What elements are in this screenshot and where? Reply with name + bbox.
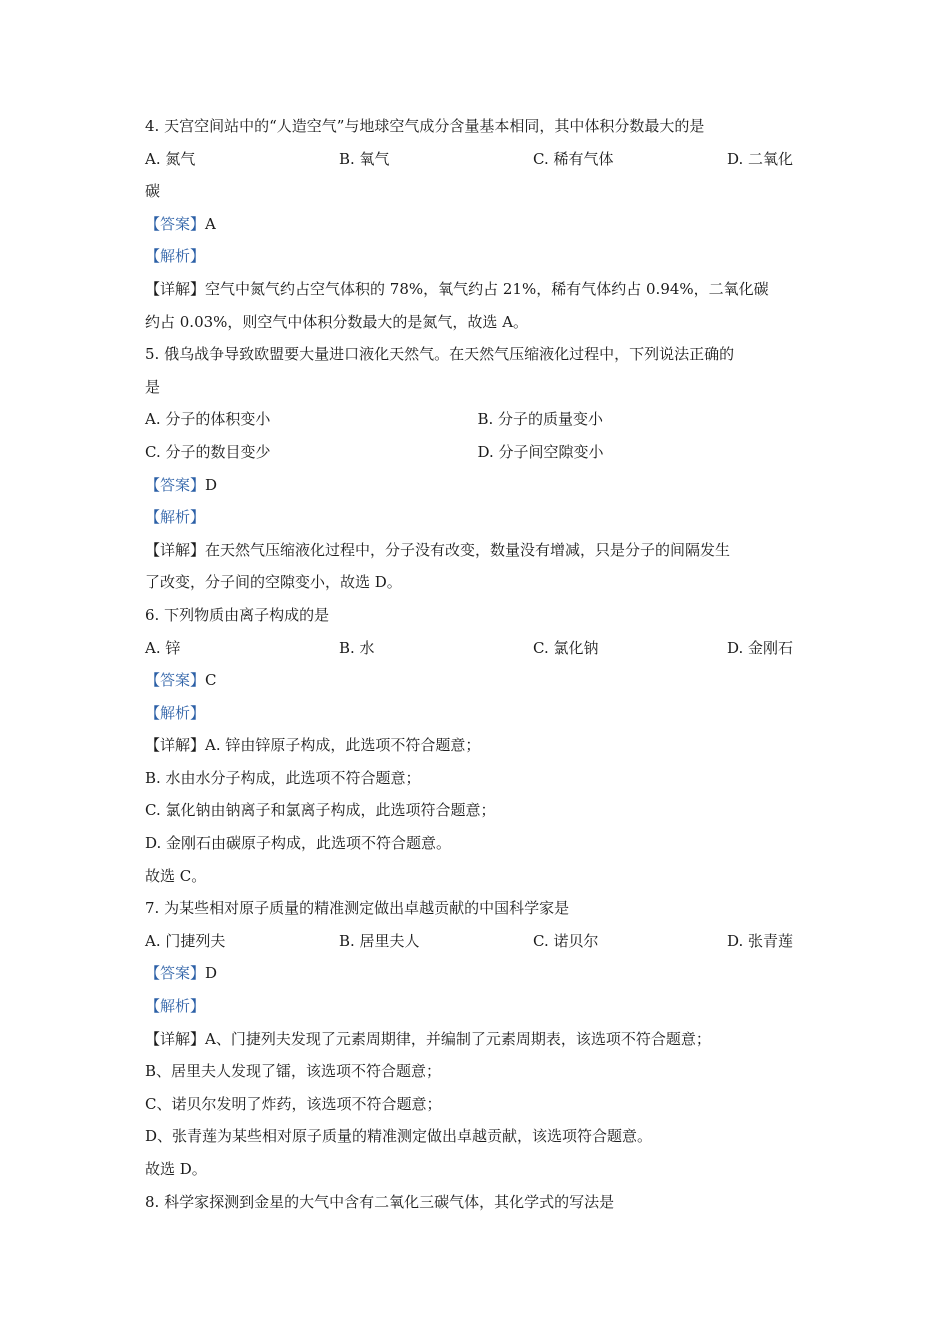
q7-detail-3: C、诺贝尔发明了炸药，该选项不符合题意； [145,1094,442,1113]
q7-option-d: D. 张青莲 [727,931,794,950]
q7-answer [145,957,810,990]
q5-answer [145,469,810,502]
q5-question-2: 是 [145,377,161,396]
q7-detail-text-1: A、门捷列夫发现了元素周期律，并编制了元素周期表，该选项不符合题意； [205,1029,711,1048]
q6-option-d: D. 金刚石 [727,638,794,657]
detail-tag: 【详解】 [145,279,206,298]
q7-detail-4: D、张青莲为某些相对原子质量的精准测定做出卓越贡献，该选项符合题意。 [145,1127,653,1146]
q6-question: 6. 下列物质由离子构成的是 [145,605,330,624]
q4-option-c: C. 稀有气体 [533,149,614,168]
q6-answer [145,664,810,697]
q6-detail-2: B. 水由水分子构成，此选项不符合题意； [145,768,421,787]
answer-tag: 【答案】 [145,214,206,233]
q5-option-b: B. 分子的质量变小 [477,410,604,429]
q6-detail-text-1: A. 锌由锌原子构成，此选项不符合题意； [205,736,481,755]
q6-option-b: B. 水 [339,638,375,657]
q4-question: 4. 天宫空间站中的“人造空气”与地球空气成分含量基本相同，其中体积分数最大的是 [145,117,705,135]
q6-option-c: C. 氯化钠 [533,638,599,657]
analysis-tag: 【解析】 [145,997,206,1016]
q4-options [145,143,810,176]
analysis-tag: 【解析】 [145,703,206,722]
q5-analysis [145,501,810,534]
q4-answer [145,208,810,241]
q6-conclusion: 故选 C。 [145,866,207,885]
answer-tag: 【答案】 [145,964,206,983]
q5-detail-text-1: 在天然气压缩液化过程中，分子没有改变，数量没有增减，只是分子的间隔发生 [205,540,731,559]
q5-answer-value: D [205,475,218,494]
q7-answer-value: D [205,964,218,983]
answer-tag: 【答案】 [145,475,206,494]
q4-answer-value: A [205,214,216,233]
q6-detail-1 [145,729,810,762]
q5-option-c: C. 分子的数目变少 [145,442,271,461]
q6-answer-value: C [205,671,217,690]
q6-detail-3: C. 氯化钠由钠离子和氯离子构成，此选项符合题意； [145,801,496,820]
q5-detail-2: 了改变，分子间的空隙变小，故选 D。 [145,573,402,592]
q7-analysis [145,990,810,1023]
q4-detail-2: 约占 0.03%，则空气中体积分数最大的是氮气，故选 A。 [145,312,529,331]
q4-analysis [145,240,810,273]
q6-detail-4: D. 金刚石由碳原子构成，此选项不符合题意。 [145,834,452,853]
q6-options [145,632,810,665]
q5-question-1: 5. 俄乌战争导致欧盟要大量进口液化天然气。在天然气压缩液化过程中，下列说法正确的 [145,345,735,364]
q4-option-d: D. 二氧化 [727,149,794,168]
q7-detail-2: B、居里夫人发现了镭，该选项不符合题意； [145,1062,442,1081]
q4-detail-text-1: 空气中氮气约占空气体积的 78%，氧气约占 21%，稀有气体约占 0.94%，二氧化碳 [205,279,769,298]
q4-option-d-wrap: 碳 [145,182,161,201]
detail-tag: 【详解】 [145,540,206,559]
q7-option-a: A. 门捷列夫 [145,931,226,950]
q5-options-row-2 [145,436,810,469]
detail-tag: 【详解】 [145,1029,206,1048]
answer-tag: 【答案】 [145,671,206,690]
q7-conclusion: 故选 D。 [145,1160,207,1178]
q7-question: 7. 为某些相对原子质量的精准测定做出卓越贡献的中国科学家是 [145,899,570,918]
q5-options-row-1 [145,403,810,436]
q6-analysis [145,697,810,730]
q5-detail-1 [145,534,810,567]
q8-question: 8. 科学家探测到金星的大气中含有二氧化三碳气体，其化学式的写法是 [145,1192,615,1211]
q7-option-c: C. 诺贝尔 [533,931,599,950]
detail-tag: 【详解】 [145,736,206,755]
q4-option-b: B. 氧气 [339,149,390,168]
q4-option-a: A. 氮气 [145,149,196,168]
q5-option-a: A. 分子的体积变小 [145,410,271,429]
document-page [145,110,810,1218]
q5-option-d: D. 分子间空隙变小 [477,442,604,461]
q4-detail-1 [145,273,810,306]
q7-options [145,925,810,958]
q7-option-b: B. 居里夫人 [339,931,420,950]
analysis-tag: 【解析】 [145,508,206,527]
q7-detail-1 [145,1023,810,1056]
analysis-tag: 【解析】 [145,247,206,266]
q6-option-a: A. 锌 [145,638,181,657]
